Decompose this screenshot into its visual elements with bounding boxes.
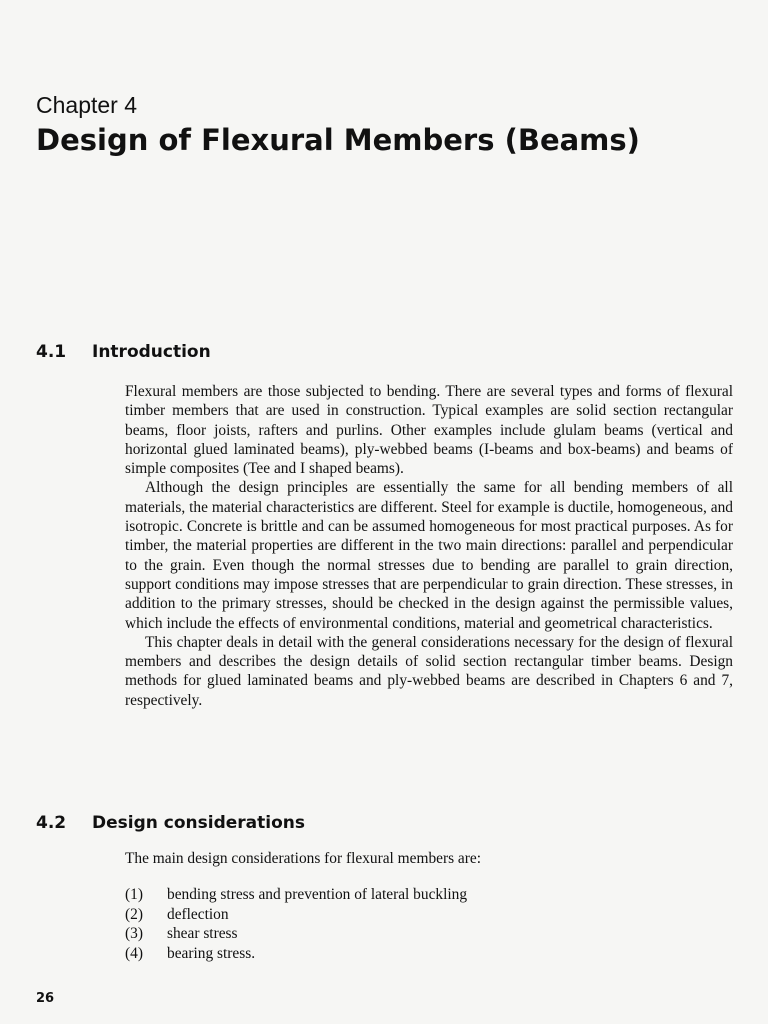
paragraph: Flexural members are those subjected to bending. There are several types and forms of flexural timber members that are used in construction. Typical examples are solid section rectangular beams, floor joists, rafters and purlins. Other examples include glulam beams (vertical and horizontal glued laminated beams), ply-webbed beams (I-beams and box-beams) and beams of simple composites (Tee and I shaped beams). xyxy=(125,383,733,478)
list-item-text: shear stress xyxy=(167,925,238,942)
section-heading-design-considerations xyxy=(36,813,305,833)
paragraph: Although the design principles are essentially the same for all bending members of all materials, the material characteristics are different. Steel for example is ductile, homogeneous, and isotropic. Concrete is brittle and can be assumed homogeneous for most practical purposes. As for timber, the material properties are different in the two main directions: parallel and perpendicular to the grain. Even though the normal stresses due to bending are parallel to grain direction, support conditions may impose stresses that are perpendicular to grain direction. These stresses, in addition to the primary stresses, should be checked in the design against the permissible values, which include the effects of environmental conditions, material and geometrical characteristics. xyxy=(125,479,733,632)
section-number: 4.2 xyxy=(36,813,67,833)
chapter-title: Design of Flexural Members (Beams) xyxy=(36,123,640,157)
list-item-text: deflection xyxy=(167,905,229,923)
section-title: Introduction xyxy=(92,342,211,362)
list-item xyxy=(125,944,467,964)
considerations-list xyxy=(125,885,467,963)
list-item xyxy=(125,885,467,905)
section-number: 4.1 xyxy=(36,342,67,362)
list-marker: (3) xyxy=(125,925,143,942)
list-item-text: bending stress and prevention of lateral buckling xyxy=(167,886,468,903)
paragraph: This chapter deals in detail with the general considerations necessary for the design of flexural members and describes the design details of solid section rectangular timber beams. Design methods for glued laminated beams and ply-webbed beams are described in Chapters 6 and 7, respectively. xyxy=(125,633,733,709)
considerations-intro: The main design considerations for flexural members are: xyxy=(125,850,481,867)
section-heading-introduction xyxy=(36,342,211,362)
list-marker: (1) xyxy=(125,886,143,903)
list-item-text: bearing stress. xyxy=(167,944,256,962)
page-number: 26 xyxy=(36,991,55,1006)
introduction-body xyxy=(125,382,733,710)
list-marker: (4) xyxy=(125,944,143,962)
section-title: Design considerations xyxy=(92,813,305,833)
chapter-label: Chapter 4 xyxy=(36,92,138,118)
list-item xyxy=(125,905,467,925)
list-item xyxy=(125,924,467,944)
list-marker: (2) xyxy=(125,905,143,923)
